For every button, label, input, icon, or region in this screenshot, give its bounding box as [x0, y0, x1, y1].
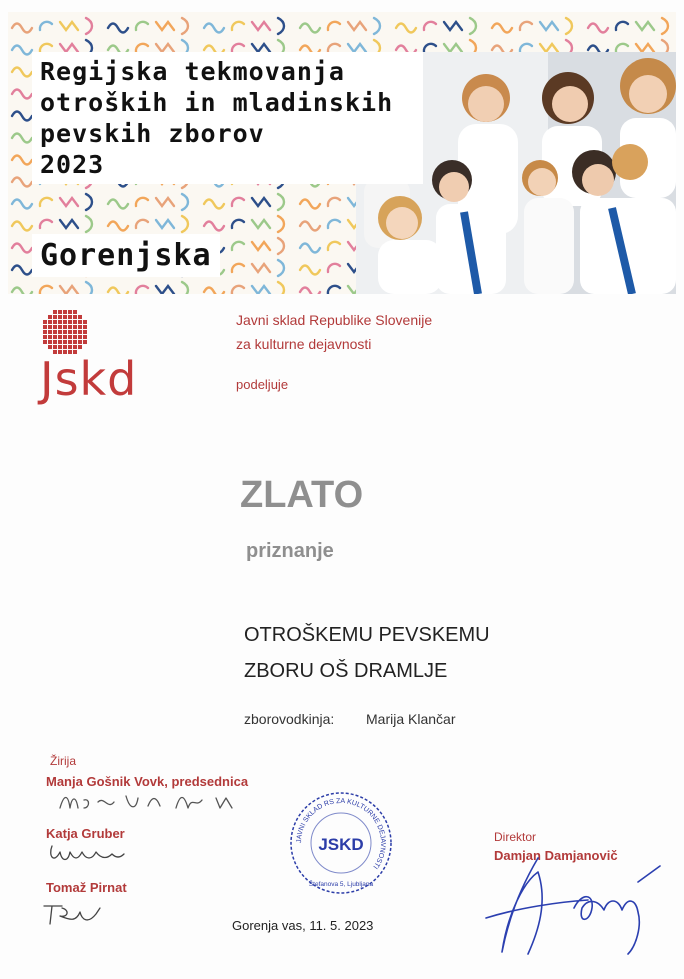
jskd-logo-text: Jskd [40, 352, 138, 406]
logo-dot [58, 325, 62, 329]
logo-dot [83, 325, 87, 329]
event-title [32, 52, 423, 184]
pattern-squiggle [156, 44, 174, 52]
pattern-squiggle [204, 288, 224, 295]
pattern-squiggle [252, 286, 270, 294]
logo-dot [68, 335, 72, 339]
logo-dot [53, 335, 57, 339]
pattern-squiggle [156, 220, 174, 228]
jskd-logo-mark [40, 308, 90, 354]
logo-dot [68, 320, 72, 324]
logo-dot [58, 345, 62, 349]
logo-dot [68, 330, 72, 334]
pattern-squiggle [12, 46, 32, 55]
director-label: Direktor [494, 830, 537, 844]
pattern-squiggle [348, 44, 366, 52]
logo-dot [78, 320, 82, 324]
pattern-squiggle [136, 44, 148, 52]
pattern-squiggle [136, 198, 148, 206]
pattern-squiggle [12, 178, 32, 187]
pattern-squiggle [60, 198, 78, 206]
event-title-line: otroških in mladinskih [40, 88, 394, 117]
pattern-squiggle [278, 260, 284, 276]
pattern-squiggle [348, 22, 366, 30]
logo-dot [78, 340, 82, 344]
pattern-squiggle [492, 24, 512, 33]
event-title-line: 2023 [40, 150, 105, 179]
jury-signature-3 [40, 900, 110, 928]
pattern-squiggle [136, 22, 148, 30]
svg-text:JAVNI SKLAD RS ZA KULTURNE DEJ [296, 798, 386, 870]
logo-dot [58, 320, 62, 324]
pattern-squiggle [86, 216, 92, 232]
official-stamp [286, 788, 396, 898]
logo-dot [63, 325, 67, 329]
pattern-squiggle [278, 18, 284, 34]
jury-member: Tomaž Pirnat [46, 880, 127, 895]
pattern-squiggle [470, 18, 476, 34]
pattern-squiggle [108, 24, 128, 33]
pattern-squiggle [616, 44, 628, 52]
pattern-squiggle [444, 22, 462, 30]
pattern-squiggle [12, 156, 32, 165]
pattern-squiggle [444, 44, 462, 52]
pattern-squiggle [300, 200, 320, 209]
logo-dot [73, 340, 77, 344]
organization-name-line2: za kulturne dejavnosti [236, 336, 372, 352]
logo-dot [73, 335, 77, 339]
pattern-squiggle [108, 222, 128, 231]
conductor-label: zborovodkinja: [244, 711, 335, 727]
pattern-squiggle [300, 222, 320, 231]
award-level: ZLATO [240, 474, 364, 516]
logo-dot [58, 335, 62, 339]
stamp-ring-text: JAVNI SKLAD RS ZA KULTURNE DEJAVNOSTI [295, 797, 387, 870]
logo-dot [63, 310, 67, 314]
event-title-line: Regijska tekmovanja [40, 57, 345, 86]
pattern-squiggle [136, 286, 148, 294]
pattern-squiggle [278, 194, 284, 210]
logo-dot [68, 315, 72, 319]
logo-dot [48, 325, 52, 329]
pattern-squiggle [374, 18, 380, 34]
logo-dot [63, 345, 67, 349]
pattern-squiggle [328, 220, 340, 228]
pattern-squiggle [204, 222, 224, 231]
pattern-squiggle [252, 264, 270, 272]
pattern-squiggle [40, 44, 52, 52]
pattern-squiggle [328, 264, 340, 272]
logo-dot [43, 340, 47, 344]
logo-dot [43, 335, 47, 339]
pattern-squiggle [520, 22, 532, 30]
pattern-squiggle [12, 134, 32, 143]
logo-dot [58, 330, 62, 334]
logo-dot [43, 330, 47, 334]
pattern-squiggle [232, 198, 244, 206]
header-banner [8, 12, 676, 294]
pattern-squiggle [278, 282, 284, 294]
logo-dot [78, 335, 82, 339]
organization-name: Javni sklad Republike Slovenije [236, 312, 433, 328]
pattern-squiggle [40, 220, 52, 228]
logo-dot [48, 335, 52, 339]
pattern-squiggle [204, 200, 224, 209]
place-and-date: Gorenja vas, 11. 5. 2023 [232, 918, 374, 933]
pattern-squiggle [12, 90, 32, 99]
pattern-squiggle [588, 24, 608, 33]
recipient-line: ZBORU OŠ DRAMLJE [244, 660, 448, 682]
logo-dot [73, 320, 77, 324]
logo-dot [58, 315, 62, 319]
director-name: Damjan Damjanovič [494, 848, 618, 863]
pattern-squiggle [108, 200, 128, 209]
logo-dot [58, 310, 62, 314]
region-name: Gorenjska [32, 234, 220, 277]
pattern-squiggle [232, 220, 244, 228]
logo-dot [78, 315, 82, 319]
pattern-squiggle [232, 22, 244, 30]
pattern-squiggle [12, 266, 32, 275]
pattern-squiggle [278, 216, 284, 232]
pattern-squiggle [232, 242, 244, 250]
logo-dot [63, 340, 67, 344]
pattern-squiggle [424, 44, 436, 52]
stamp-center-text: JSKD [318, 835, 364, 854]
logo-dot [78, 325, 82, 329]
pattern-squiggle [108, 288, 128, 295]
pattern-squiggle [12, 200, 32, 209]
logo-dot [63, 315, 67, 319]
logo-dot [53, 325, 57, 329]
pattern-squiggle [540, 44, 558, 52]
logo-dot [83, 320, 87, 324]
pattern-squiggle [86, 194, 92, 210]
pattern-squiggle [182, 216, 188, 232]
logo-dot [43, 320, 47, 324]
pattern-squiggle [566, 18, 572, 34]
pattern-squiggle [40, 22, 52, 30]
pattern-squiggle [252, 198, 270, 206]
pattern-squiggle [328, 286, 340, 294]
logo-dot [73, 325, 77, 329]
conductor-name: Marija Klančar [366, 711, 456, 727]
logo-dot [78, 330, 82, 334]
logo-dot [83, 330, 87, 334]
pattern-squiggle [60, 220, 78, 228]
pattern-squiggle [232, 264, 244, 272]
logo-dot [73, 315, 77, 319]
pattern-squiggle [300, 288, 320, 295]
pattern-squiggle [662, 18, 668, 34]
pattern-squiggle [328, 22, 340, 30]
logo-dot [68, 340, 72, 344]
logo-dot [58, 340, 62, 344]
logo-dot [73, 345, 77, 349]
logo-dot [48, 345, 52, 349]
pattern-squiggle [40, 286, 52, 294]
jury-signature-2 [46, 842, 136, 866]
pattern-squiggle [12, 222, 32, 231]
pattern-squiggle [204, 24, 224, 33]
jury-label: Žirija [50, 754, 76, 768]
pattern-squiggle [328, 242, 340, 250]
logo-dot [73, 330, 77, 334]
logo-dot [83, 335, 87, 339]
logo-dot [48, 340, 52, 344]
pattern-squiggle [520, 44, 532, 52]
pattern-squiggle [182, 194, 188, 210]
pattern-squiggle [182, 18, 188, 34]
pattern-squiggle [60, 286, 78, 294]
pattern-squiggle [12, 244, 32, 253]
pattern-squiggle [278, 238, 284, 254]
pattern-squiggle [252, 44, 270, 52]
pattern-squiggle [136, 220, 148, 228]
logo-dot [68, 345, 72, 349]
pattern-squiggle [60, 44, 78, 52]
pattern-squiggle [616, 22, 628, 30]
logo-dot [53, 320, 57, 324]
logo-dot [73, 310, 77, 314]
pattern-squiggle [232, 44, 244, 52]
pattern-squiggle [12, 24, 32, 33]
logo-dot [78, 345, 82, 349]
pattern-squiggle [40, 198, 52, 206]
pattern-squiggle [328, 198, 340, 206]
pattern-squiggle [300, 266, 320, 275]
logo-dot [68, 310, 72, 314]
pattern-squiggle [636, 44, 654, 52]
logo-dot [48, 320, 52, 324]
event-title-line: pevskih zborov [40, 119, 265, 148]
pattern-squiggle [540, 22, 558, 30]
jury-signature-1 [56, 790, 246, 816]
pattern-squiggle [636, 22, 654, 30]
pattern-squiggle [156, 22, 174, 30]
pattern-squiggle [156, 286, 174, 294]
logo-dot [53, 345, 57, 349]
logo-dot [53, 330, 57, 334]
awards-verb: podeljuje [236, 377, 289, 392]
logo-dot [68, 325, 72, 329]
director-signature [478, 842, 668, 960]
jury-member: Katja Gruber [46, 826, 125, 841]
pattern-squiggle [86, 18, 92, 34]
pattern-squiggle [86, 282, 92, 294]
jury-member: Manja Gošnik Vovk, predsednica [46, 774, 249, 789]
pattern-squiggle [232, 286, 244, 294]
logo-dot [63, 335, 67, 339]
pattern-squiggle [252, 242, 270, 250]
pattern-squiggle [182, 282, 188, 294]
pattern-squiggle [396, 24, 416, 33]
pattern-squiggle [12, 68, 32, 77]
logo-dot [63, 320, 67, 324]
logo-dot [83, 340, 87, 344]
recipient-line: OTROŠKEMU PEVSKEMU [244, 624, 490, 646]
pattern-squiggle [300, 244, 320, 253]
pattern-squiggle [60, 22, 78, 30]
pattern-squiggle [300, 24, 320, 33]
pattern-squiggle [252, 220, 270, 228]
logo-dot [48, 330, 52, 334]
award-subtitle: priznanje [246, 540, 334, 562]
pattern-squiggle [156, 198, 174, 206]
logo-dot [53, 315, 57, 319]
pattern-squiggle [12, 288, 32, 295]
pattern-squiggle [328, 44, 340, 52]
logo-dot [43, 325, 47, 329]
pattern-squiggle [12, 112, 32, 121]
stamp-address: Štefanova 5, Ljubljana [308, 881, 374, 888]
pattern-squiggle [424, 22, 436, 30]
logo-dot [53, 340, 57, 344]
logo-dot [48, 315, 52, 319]
logo-dot [63, 330, 67, 334]
logo-dot [53, 310, 57, 314]
pattern-squiggle [252, 22, 270, 30]
